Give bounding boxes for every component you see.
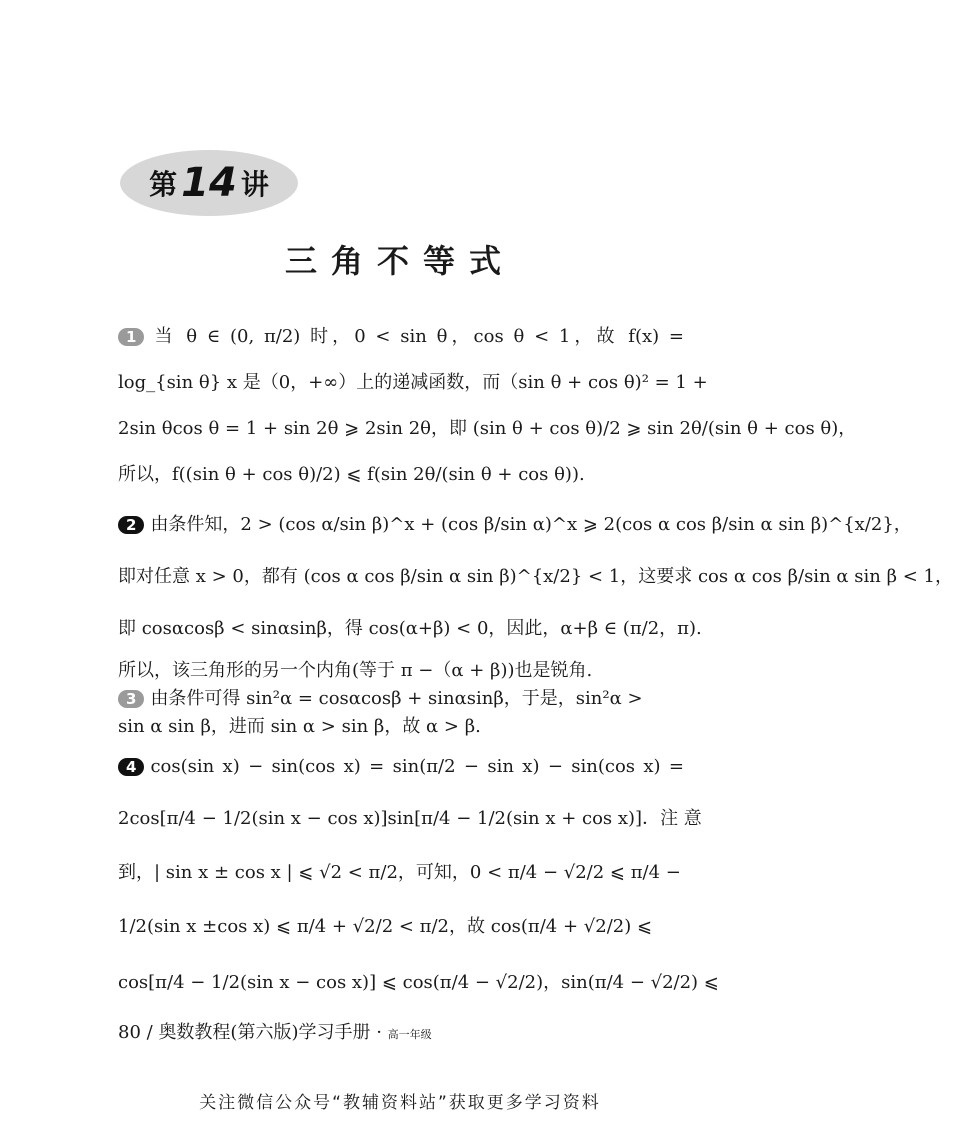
text-line: 2cos[π/4 − 1/2(sin x − cos x)]sin[π/4 − 1/2(sin x + cos x)]．注 意 bbox=[118, 808, 702, 829]
book-title: 奥数教程(第六版)学习手册 · bbox=[158, 1022, 382, 1043]
text-line: 2sin θcos θ = 1 + sin 2θ ⩾ 2sin 2θ，即 (sin θ + cos θ)/2 ⩾ sin 2θ/(sin θ + cos θ)， bbox=[118, 418, 857, 439]
text-line: 2 由条件知，2 > (cos α/sin β)^x + (cos β/sin α)^x ⩾ 2(cos α cos β/sin α sin β)^{x/2}， bbox=[118, 510, 684, 536]
text-line: 即对任意 x > 0，都有 (cos α cos β/sin α sin β)^{x/2} < 1，这要求 cos α cos β/sin α sin β < 1， bbox=[118, 566, 953, 587]
text-line: sin α sin β，进而 sin α > sin β，故 α > β. bbox=[118, 716, 481, 737]
page-number: 80 / bbox=[118, 1022, 153, 1043]
lecture-suffix: 讲 bbox=[240, 168, 269, 201]
text-line: 所以，该三角形的另一个内角(等于 π −（α + β))也是锐角. bbox=[118, 660, 593, 681]
text-line: 1/2(sin x ±cos x) ⩽ π/4 + √2/2 < π/2，故 cos(π/4 + √2/2) ⩽ bbox=[118, 916, 653, 937]
problem-number-3: 3 bbox=[118, 690, 144, 708]
grade-label: 高一年级 bbox=[387, 1028, 432, 1041]
lecture-prefix: 第 bbox=[149, 168, 178, 201]
text-line: 3 由条件可得 sin²α = cosαcosβ + sinαsinβ，于是，sin²α > bbox=[118, 684, 684, 710]
problem-number-4: 4 bbox=[118, 758, 144, 776]
text-line: 即 cosαcosβ < sinαsinβ，得 cos(α+β) < 0，因此，α+β ∈ (π/2，π). bbox=[118, 618, 702, 639]
text-line: log_{sin θ} x 是（0，+∞）上的递减函数，而（sin θ + cos θ)² = 1 + bbox=[118, 372, 708, 393]
problem-number-2: 2 bbox=[118, 516, 144, 534]
lecture-number: 14 bbox=[181, 160, 237, 206]
page-title: 三角不等式 bbox=[284, 242, 515, 280]
text-line: 到，| sin x ± cos x | ⩽ √2 < π/2，可知，0 < π/4 − √2/2 ⩽ π/4 − bbox=[118, 862, 681, 883]
text-line: cos[π/4 − 1/2(sin x − cos x)] ⩽ cos(π/4 − √2/2)，sin(π/4 − √2/2) ⩽ bbox=[118, 972, 719, 993]
lecture-badge bbox=[120, 150, 298, 216]
page-footer bbox=[118, 1018, 432, 1044]
text-line: 所以，f((sin θ + cos θ)/2) ⩽ f(sin 2θ/(sin θ + cos θ)). bbox=[118, 464, 585, 485]
text-line: 4 cos(sin x) − sin(cos x) = sin(π/2 − sin x) − sin(cos x) = bbox=[118, 756, 684, 777]
text-line: 1 当 θ ∈ (0, π/2) 时，0 < sin θ，cos θ < 1，故 f(x) = bbox=[118, 322, 684, 348]
problem-number-1: 1 bbox=[118, 328, 144, 346]
bottom-note: 关注微信公众号“教辅资料站”获取更多学习资料 bbox=[199, 1093, 601, 1113]
